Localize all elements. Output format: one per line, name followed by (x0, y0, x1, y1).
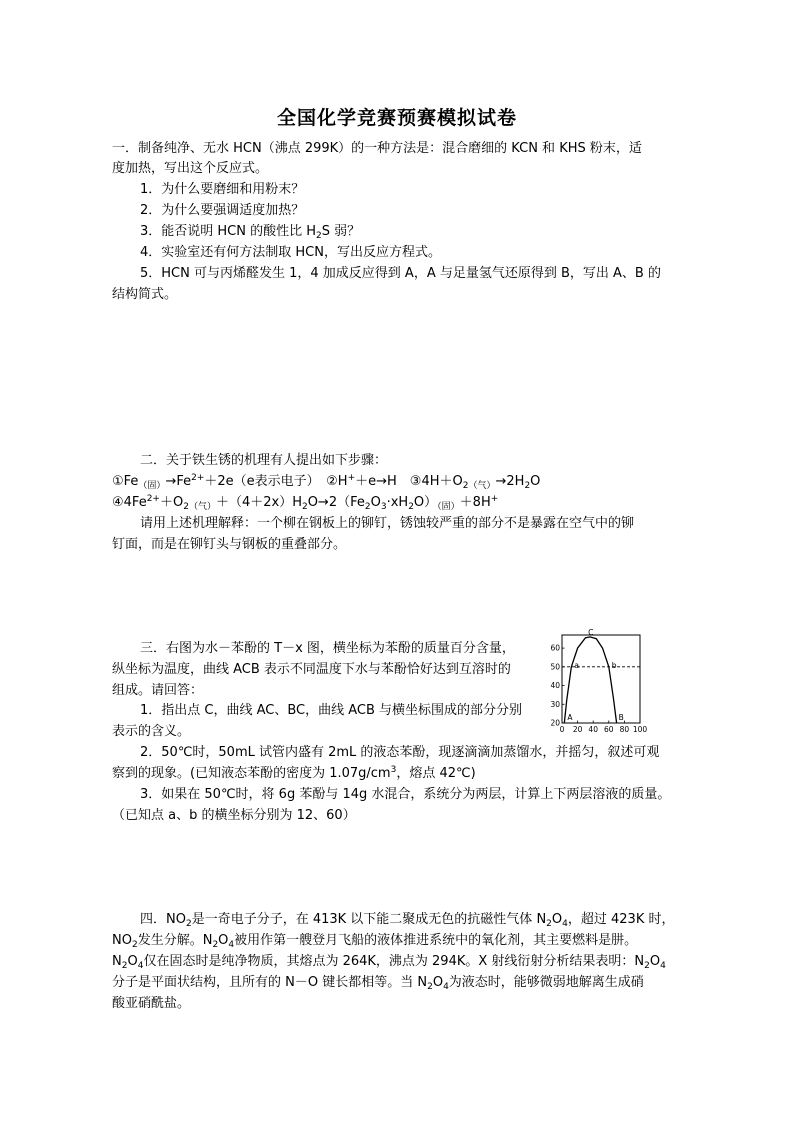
y-tick-label: 50 (550, 662, 560, 672)
q3-line-7: 察到的现象。(已知液态苯酚的密度为 $1.07g/cm^3$，熔点 42℃) (112, 765, 476, 781)
x-tick-label: 20 (572, 725, 583, 734)
phase-diagram-chart (544, 627, 648, 737)
plot-frame (562, 635, 640, 723)
q3-line-9: （已知点 a、b 的横坐标分别为 12、60） (112, 808, 356, 823)
curve-acb (564, 637, 616, 723)
y-tick-label: 30 (550, 699, 560, 709)
q3-line-5: 表示的含义。 (112, 724, 191, 739)
q1-sub-5: 5．HCN 可与丙烯醛发生 1，4 加成反应得到 A，A 与足量氢气还原得到 B，写出 A、B 的 (140, 266, 661, 281)
point-label-a: a (574, 660, 579, 670)
point-label-b: b (611, 660, 617, 670)
q3-line-8: 3．如果在 50℃时，将 6g 苯酚与 14g 水混合，系统分为两层，计算上下两层溶液的质量。 (140, 787, 671, 802)
page-title: 全国化学竞赛预赛模拟试卷 (276, 107, 517, 129)
q3-line-1: 三．右图为水－苯酚的 T－x 图，横坐标为苯酚的质量百分含量， (140, 641, 515, 656)
point-label-C: C (588, 627, 594, 637)
point-label-A: A (567, 713, 573, 722)
q1-sub-5-cont: 结构简式。 (112, 287, 178, 302)
q1-sub-3: 3．能否说明 HCN 的酸性比 $H_2S$ 弱？ (140, 224, 361, 241)
q1-sub-1: 1．为什么要磨细和用粉末？ (140, 182, 305, 197)
q3-line-6: 2．50℃时，50mL 试管内盛有 2mL 的液态苯酚，现逐滴滴加蒸馏水，并摇匀，叙述可观 (140, 745, 660, 760)
q2-line-4: 请用上述机理解释：一个柳在钢板上的铆钉，锈蚀较严重的部分不是暴露在空气中的铆 (140, 516, 635, 531)
q4-line-1: 四．$NO_2$是一奇电子分子，在 413K 以下能二聚成无色的抗磁性气体 $N_2O_4$，超过 423K 时， (140, 912, 675, 929)
point-label-B: B (618, 713, 624, 722)
q3-line-2: 纵坐标为温度，曲线 ACB 表示不同温度下水与苯酚恰好达到互溶时的 (112, 662, 511, 677)
q4-line-3: $N_2O_4$仅在固态时是纯净物质，其熔点为 264K，沸点为 294K。X 射线衍射分析结果表明：$N_2O_4$ (112, 954, 666, 971)
q4-line-5: 酸亚硝酰盐。 (112, 996, 191, 1011)
x-tick-label: 0 (559, 725, 565, 734)
q2-reaction-row-1: $①Fe_{(固)}\to Fe^{2+}+2e(e$表示电子） ②H+＋e→H $③4H+O_{2(气)}\to 2H_2O$ (112, 473, 541, 491)
q2-reaction-row-2: $④4Fe^{2+}+O_{2(气)}+(4+2x)H_2O\to 2(Fe_2O_3\cdot xH_2O)_{(固)}+8H^+$ (112, 494, 499, 512)
y-tick-label: 40 (550, 681, 560, 691)
y-tick-label: 20 (550, 718, 560, 728)
q1-line-1: 一．制备纯净、无水 HCN（沸点 299K）的一种方法是：混合磨细的 KCN 和 KHS 粉末，适 (112, 141, 642, 156)
q1-sub-4: 4．实验室还有何方法制取 HCN，写出反应方程式。 (140, 245, 441, 260)
x-tick-label: 100 (632, 725, 648, 734)
q2-line-5: 钉面，而是在铆钉头与钢板的重叠部分。 (112, 537, 347, 552)
q1-sub-2: 2．为什么要强调适度加热？ (140, 203, 305, 218)
y-tick-label: 60 (550, 643, 560, 653)
x-tick-label: 40 (588, 725, 598, 734)
q3-line-4: 1．指出点 C，曲线 AC、BC，曲线 ACB 与横坐标围成的部分分别 (140, 703, 523, 718)
q1-line-2: 度加热，写出这个反应式。 (112, 161, 269, 176)
q4-line-2: $NO_2$发生分解。$N_2O_4$被用作第一艘登月飞船的液体推进系统中的氧化剂，其主要燃料是肼。 (112, 933, 638, 950)
x-tick-label: 60 (604, 725, 614, 734)
q2-line-1: 二．关于铁生锈的机理有人提出如下步骤： (140, 453, 388, 468)
x-tick-label: 80 (619, 725, 630, 734)
q4-line-4: 分子是平面状结构，且所有的 N－O 键长都相等。当 $N_2O_4$为液态时，能够微弱地解离生成硝 (112, 975, 644, 992)
q3-line-3: 组成。请回答： (112, 683, 204, 698)
